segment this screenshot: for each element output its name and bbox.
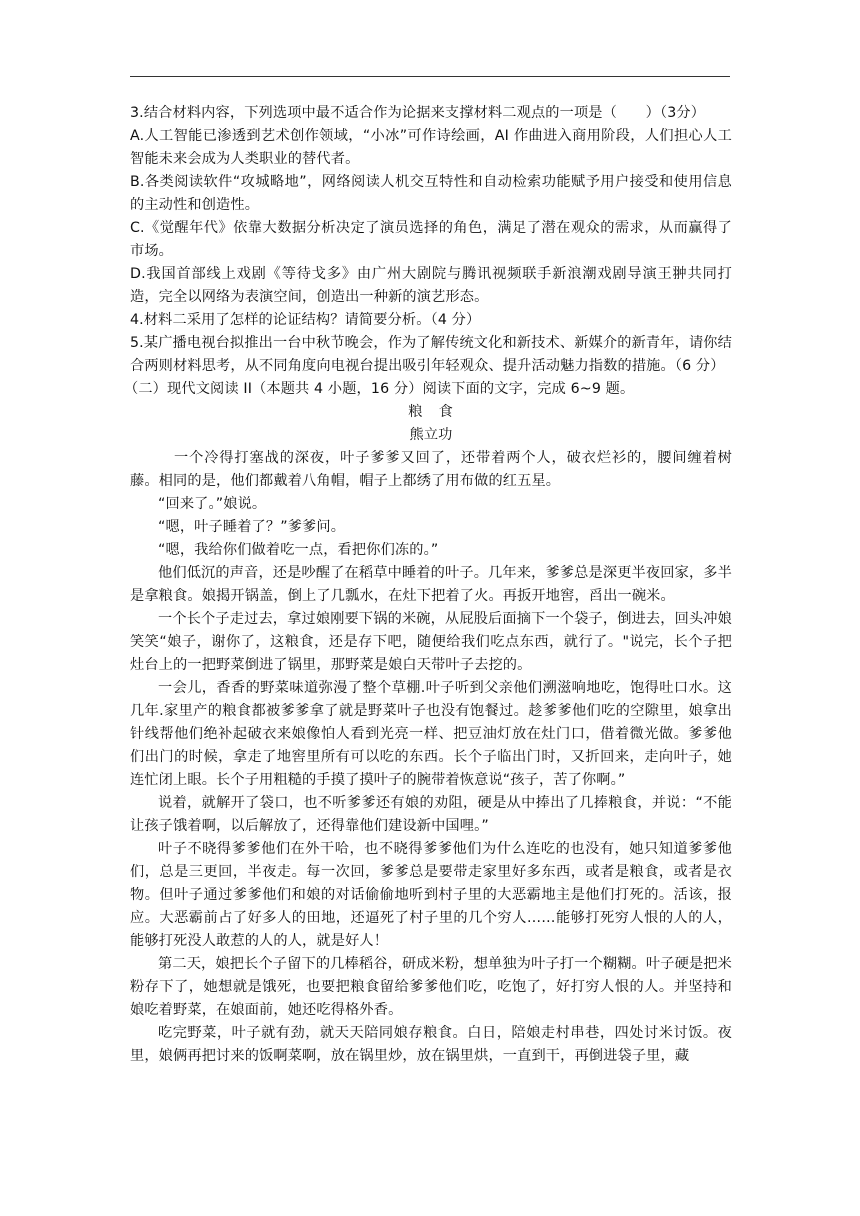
section-heading: （二）现代文阅读 II（本题共 4 小题，16 分）阅读下面的文字，完成 6~9 题。: [124, 381, 635, 397]
story-paragraph: 一会儿，香香的野菜味道弥漫了整个草棚.叶子听到父亲他们溯滋响地吃，饱得吐口水。这几年.家里产的粮食都被爹爹拿了就是野菜叶子也没有饱餐过。趁爹爹他们吃的空隙里，娘拿出针线帮他们绝补起破衣来娘像怕人看到光亮一样、把豆油灯放在灶门口，借着微光做。爹爹他们出门的时候，拿走了地窖里所有可以吃的东西。长个子临出门时，又折回来，走向叶子，她连忙闭上眼。长个子用粗糙的手摸了摸叶子的腕带着恢意说“孩子，苦了你啊。”: [130, 680, 732, 788]
document-body: [124, 102, 732, 1068]
option-d: D.我国首部线上戏剧《等待戈多》由广州大剧院与腾讯视频联手新浪潮戏剧导演王翀共同打造，完全以网络为表演空间，创造出一种新的演艺形态。: [130, 266, 732, 305]
story-paragraph: “嗯，我给你们做着吃一点，看把你们冻的。”: [158, 542, 439, 558]
option-a: A.人工智能已渗透到艺术创作领域，“小冰”可作诗绘画，AI 作曲进入商用阶段，人们担心人工智能未来会成为人类职业的替代者。: [130, 128, 732, 167]
story-author: 熊立功: [409, 427, 453, 443]
header-rule: [130, 76, 730, 77]
story-paragraph: 说着，就解开了袋口，也不听爹爹还有娘的劝阻，硬是从中捧出了几捧粮食，并说：“不能让孩子饿着啊，以后解放了，还得靠他们建设新中国哩。”: [130, 795, 732, 834]
option-c: C.《觉醒年代》依靠大数据分析决定了演员选择的角色，满足了潜在观众的需求，从而赢得了市场。: [130, 220, 732, 259]
story-paragraph: “嗯，叶子睡着了？”爹爹问。: [158, 519, 346, 535]
story-paragraph: 他们低沉的声音，还是吵醒了在稻草中睡着的叶子。几年来，爹爹总是深更半夜回家，多半是拿粮食。娘揭开锅盖，倒上了几瓢水，在灶下把着了火。再扳开地窖，舀出一碗米。: [130, 565, 732, 604]
story-paragraph: 吃完野菜，叶子就有劲，就天天陪同娘存粮食。白日，陪娘走村串巷，四处讨米讨饭。夜里，娘俩再把讨来的饭啊菜啊，放在锅里炒，放在锅里烘，一直到干，再倒进袋子里，藏: [130, 1025, 732, 1064]
story-paragraph: 一个长个子走过去，拿过娘刚要下锅的米碗，从屁股后面摘下一个袋子，倒进去，回头冲娘笑笑“娘子，谢你了，这粮食，还是存下吧，随便给我们吃点东西，就行了。"说完，长个子把灶台上的一把野菜倒进了锅里，那野菜是娘白天带叶子去挖的。: [130, 611, 732, 673]
story-paragraph: 第二天，娘把长个子留下的几棒稻谷，研成米粉，想单独为叶子打一个糊糊。叶子硬是把米粉存下了，她想就是饿死，也要把粮食留给爹爹他们吃，吃饱了，好打穷人恨的人。并坚持和娘吃着野菜，在娘面前，她还吃得格外香。: [130, 956, 732, 1018]
story-paragraph: 一个冷得打塞战的深夜，叶子爹爹又回了，还带着两个人，破衣烂衫的，腰间缠着树藤。相同的是，他们都戴着八角帽，帽子上都绣了用布做的红五星。: [130, 450, 732, 489]
story-paragraph: 叶子不晓得爹爹他们在外干哈，也不晓得爹爹他们为什么连吃的也没有，她只知道爹爹他们，总是三更回，半夜走。每一次回，爹爹总是要带走家里好多东西，或者是粮食，或者是衣物。但叶子通过爹爹他们和娘的对话偷偷地听到村子里的大恶霸地主是他们打死的。活该，报应。大恶霸前占了好多人的田地，还逼死了村子里的几个穷人……能够打死穷人恨的人的人，能够打死没人敢惹的人的人，就是好人！: [130, 841, 732, 949]
question-4: 4.材料二采用了怎样的论证结构？请简要分析。（4 分）: [130, 312, 481, 328]
story-title: 粮 食: [408, 404, 454, 420]
story-paragraph: “回来了。”娘说。: [158, 496, 267, 512]
option-b: B.各类阅读软件“攻城略地”，网络阅读人机交互特性和自动检索功能赋予用户接受和使用信息的主动性和创造性。: [130, 174, 732, 213]
question-5: 5.某广播电视台拟推出一台中秋节晚会，作为了解传统文化和新技术、新媒介的新青年，请你结合两则材料思考，从不同角度向电视台提出吸引年轻观众、提升活动魅力指数的措施。（6 分）: [130, 335, 732, 374]
question-3-stem: 3.结合材料内容，下列选项中最不适合作为论据来支撑材料二观点的一项是（ ）（3分）: [130, 105, 706, 121]
